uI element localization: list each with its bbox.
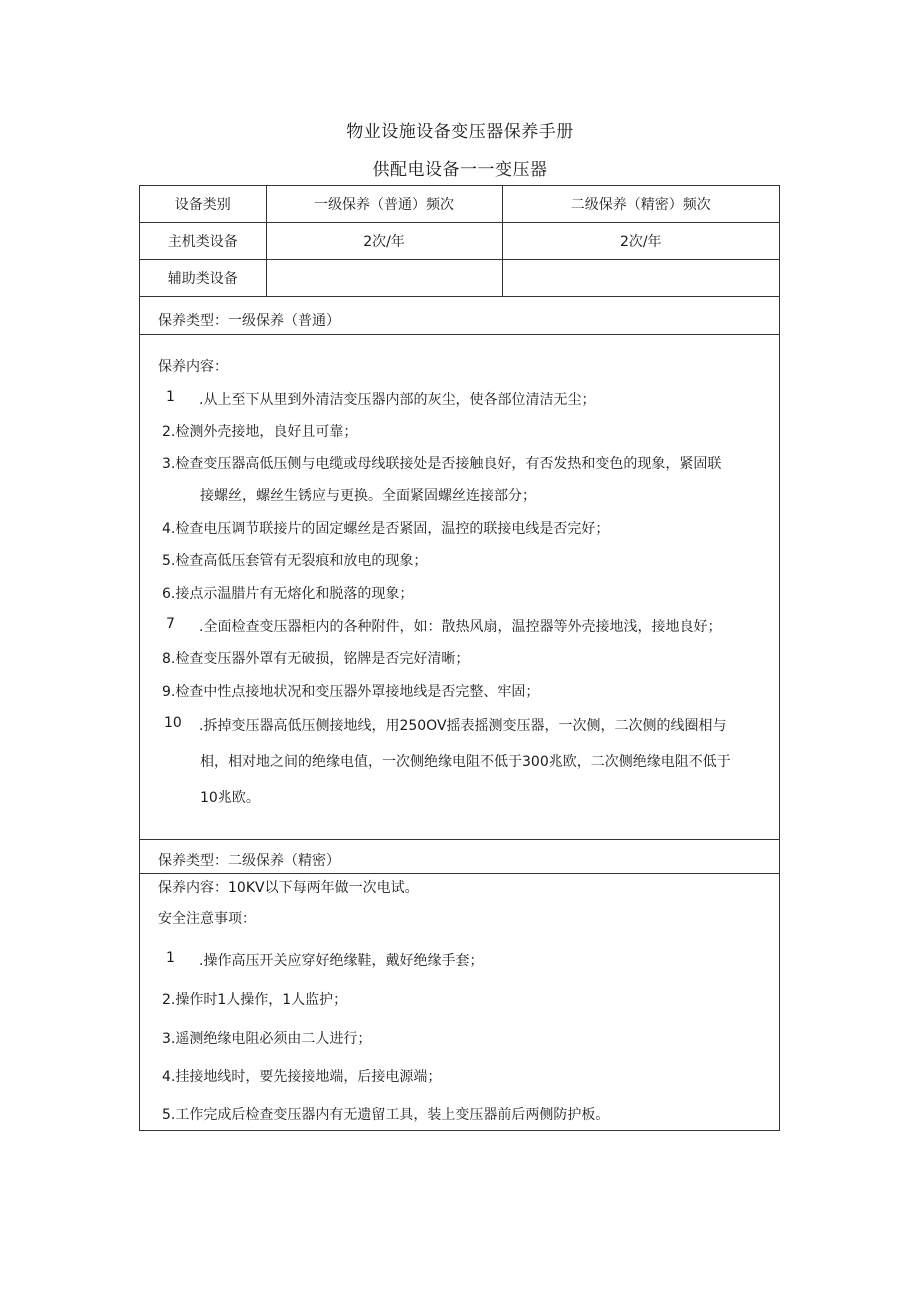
level1-content-section — [140, 335, 779, 840]
aux-level2-frequency — [502, 260, 779, 297]
level2-content-line: 保养内容：10KV以下每两年做一次电试。 — [158, 880, 419, 896]
table-row — [140, 260, 779, 297]
list-item: 9.检查中性点接地状况和变压器外罩接地线是否完整、牢固； — [162, 684, 540, 700]
level1-content-label: 保养内容： — [158, 359, 228, 375]
level1-type-label: 保养类型：一级保养（普通） — [158, 313, 340, 329]
maintenance-sheet — [139, 185, 780, 1131]
level1-type-row — [140, 296, 779, 335]
list-item: .从上至下从里到外清洁变压器内部的灰尘，使各部位清洁无尘； — [199, 392, 596, 408]
table-header-row — [140, 186, 779, 223]
list-item: 2.操作时1人操作，1人监护； — [162, 992, 348, 1008]
row-main-equipment: 主机类设备 — [140, 223, 266, 260]
list-item: .拆掉变压器高低压侧接地线，用250OV摇表摇测变压器，一次侧，二次侧的线圈相与 — [199, 718, 727, 734]
header-level1-frequency: 一级保养（普通）频次 — [266, 186, 502, 223]
list-item: 5.检查高低压套管有无裂痕和放电的现象； — [162, 553, 428, 569]
list-item-number: 7 — [166, 616, 175, 632]
header-equipment-category: 设备类别 — [140, 186, 266, 223]
list-item-continuation: 相，相对地之间的绝缘电值，一次侧绝缘电阻不低于300兆欧，二次侧绝缘电阻不低于 — [200, 754, 731, 770]
list-item: 4.挂接地线时，要先接接地端，后接电源端； — [162, 1069, 442, 1085]
document-subtitle: 供配电设备一一变压器 — [372, 160, 548, 180]
list-item-continuation: 10兆欧。 — [200, 790, 260, 806]
list-item-continuation: 接螺丝，螺丝生锈应与更换。全面紧固螺丝连接部分； — [200, 488, 536, 504]
frequency-table — [140, 186, 779, 297]
main-level2-frequency: 2次/年 — [502, 223, 779, 260]
table-row — [140, 223, 779, 260]
list-item: 5.工作完成后检查变压器内有无遗留工具，装上变压器前后两侧防护板。 — [162, 1107, 610, 1123]
level2-content-section — [140, 874, 779, 1131]
list-item: 3.遥测绝缘电阻必须由二人进行； — [162, 1031, 372, 1047]
list-item-number: 1 — [166, 950, 175, 966]
main-level1-frequency: 2次/年 — [266, 223, 502, 260]
header-level2-frequency: 二级保养（精密）频次 — [502, 186, 779, 223]
list-item: 8.检查变压器外罩有无破损，铭牌是否完好清晰； — [162, 651, 470, 667]
list-item: .全面检查变压器柜内的各种附件，如：散热风扇，温控器等外壳接地浅，接地良好； — [199, 619, 722, 635]
safety-notes-label: 安全注意事项： — [158, 911, 256, 927]
list-item: 2.检测外壳接地，良好且可靠； — [162, 424, 358, 440]
list-item: 4.检查电压调节联接片的固定螺丝是否紧固，温控的联接电线是否完好； — [162, 521, 610, 537]
level2-type-row — [140, 840, 779, 874]
document-title: 物业设施设备变压器保养手册 — [346, 122, 574, 142]
list-item: 3.检查变压器高低压侧与电缆或母线联接处是否接触良好，有否发热和变色的现象，紧固联 — [162, 456, 722, 472]
row-auxiliary-equipment: 辅助类设备 — [140, 260, 266, 297]
aux-level1-frequency — [266, 260, 502, 297]
list-item: .操作高压开关应穿好绝缘鞋，戴好绝缘手套； — [199, 953, 484, 969]
list-item-number: 1 — [166, 389, 175, 405]
level2-type-label: 保养类型：二级保养（精密） — [158, 853, 340, 869]
list-item: 6.接点示温腊片有无熔化和脱落的现象； — [162, 586, 414, 602]
list-item-number: 10 — [164, 715, 182, 731]
